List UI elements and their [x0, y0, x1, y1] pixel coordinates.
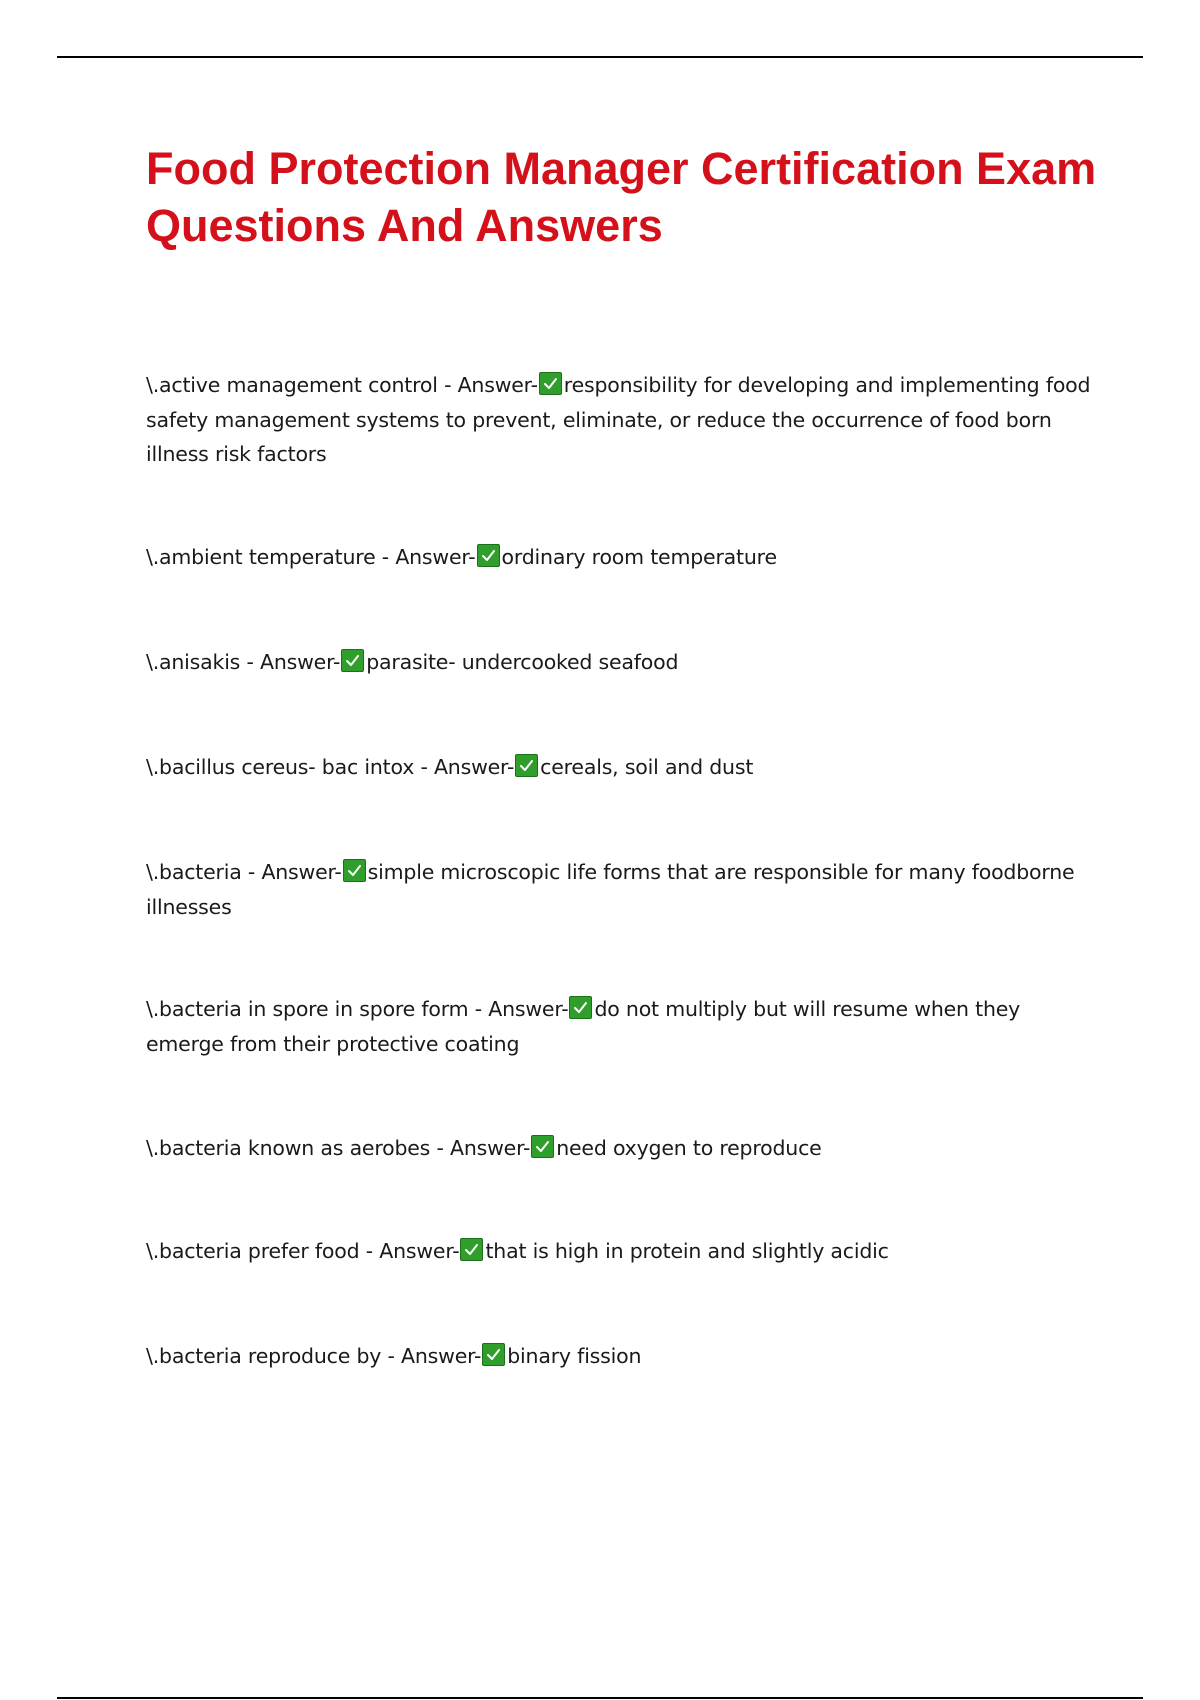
answer-label: Answer- — [450, 1136, 531, 1160]
qa-term: \.active management control - — [146, 373, 458, 397]
check-mark-icon — [460, 1238, 483, 1261]
qa-item — [146, 1234, 1096, 1269]
qa-answer: need oxygen to reproduce — [556, 1136, 822, 1160]
check-mark-icon — [482, 1343, 505, 1366]
qa-item — [146, 540, 1096, 575]
qa-item — [146, 1339, 1096, 1374]
document-title: Food Protection Manager Certification Exam Questions And Answers — [146, 143, 1097, 251]
check-mark-icon — [515, 754, 538, 777]
qa-answer: cereals, soil and dust — [540, 755, 754, 779]
answer-label: Answer- — [433, 755, 515, 779]
qa-term: \.bacillus cereus- bac intox - — [146, 755, 434, 779]
answer-label: Answer- — [488, 997, 569, 1021]
qa-term: \.anisakis - — [146, 650, 260, 674]
answer-label: Answer- — [395, 545, 476, 569]
qa-term: \.bacteria known as aerobes - — [146, 1136, 450, 1160]
qa-answer: simple microscopic life forms that are responsible for many foodborne illnesses — [146, 860, 1075, 919]
qa-answer: binary fission — [507, 1344, 642, 1368]
answer-label: Answer- — [379, 1239, 460, 1263]
qa-answer: do not multiply but will resume when they emerge from their protective coating — [146, 997, 1021, 1056]
qa-answer: ordinary room temperature — [501, 545, 777, 569]
qa-answer: responsibility for developing and implementing food safety management systems to prevent, eliminate, or reduce the occurrence of food born illness risk factors — [146, 373, 1091, 466]
qa-item — [146, 368, 1096, 472]
qa-term: \.bacteria - — [146, 860, 262, 884]
qa-item — [146, 645, 1096, 680]
qa-term: \.bacteria reproduce by - — [146, 1344, 402, 1368]
qa-answer: parasite- undercooked seafood — [366, 650, 679, 674]
qa-term: \.ambient temperature - — [146, 545, 396, 569]
qa-answer: that is high in protein and slightly acidic — [485, 1239, 889, 1263]
bottom-rule — [57, 1697, 1143, 1699]
qa-term: \.bacteria in spore in spore form - — [146, 997, 489, 1021]
top-rule — [57, 56, 1143, 58]
check-mark-icon — [343, 859, 366, 882]
qa-item — [146, 992, 1096, 1061]
qa-item — [146, 855, 1096, 924]
answer-label: Answer- — [401, 1344, 482, 1368]
qa-item — [146, 750, 1096, 785]
answer-label: Answer- — [261, 860, 342, 884]
check-mark-icon — [341, 649, 364, 672]
qa-term: \.bacteria prefer food - — [146, 1239, 380, 1263]
answer-label: Answer- — [457, 373, 538, 397]
check-mark-icon — [531, 1135, 554, 1158]
answer-label: Answer- — [260, 650, 341, 674]
check-mark-icon — [569, 996, 592, 1019]
check-mark-icon — [539, 372, 562, 395]
qa-item — [146, 1131, 1096, 1166]
check-mark-icon — [477, 544, 500, 567]
